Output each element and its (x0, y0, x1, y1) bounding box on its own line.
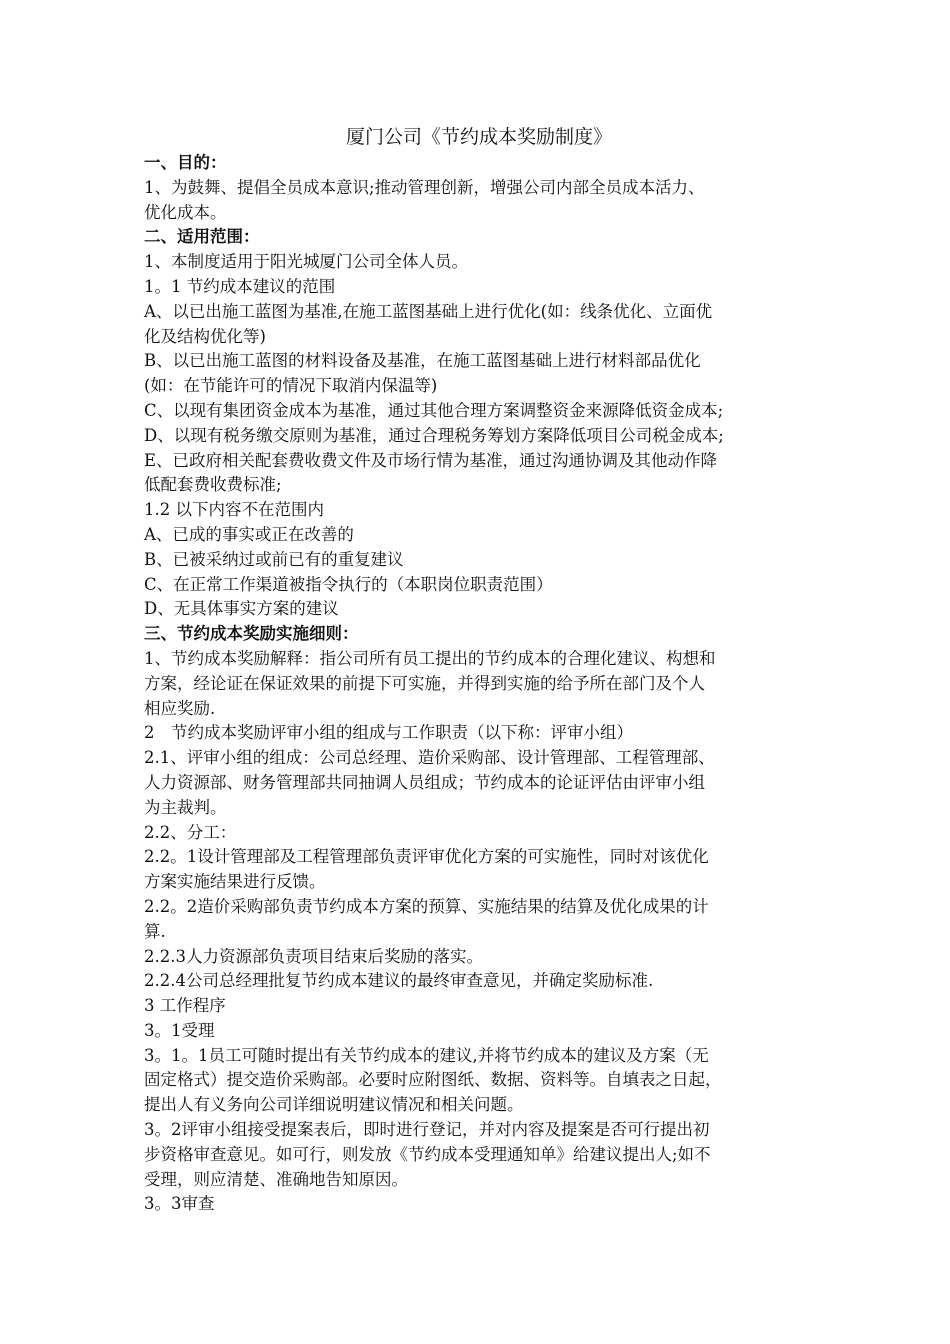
text-line: 算. (144, 921, 166, 941)
section-heading: 二、适用范围： (144, 227, 260, 247)
text-line: 低配套费收费标准; (144, 475, 282, 495)
text-line: 1。1 节约成本建议的范围 (144, 276, 336, 296)
text-line: 受理，则应清楚、准确地告知原因。 (144, 1169, 408, 1189)
document-body (144, 123, 814, 1217)
text-line: 2.2.4公司总经理批复节约成本建议的最终审查意见，并确定奖励标准. (144, 971, 654, 991)
section-heading: 一、目的： (144, 153, 227, 172)
document-lines (144, 151, 814, 1217)
text-line: 人力资源部、财务管理部共同抽调人员组成；节约成本的论证评估由评审小组 (144, 772, 705, 792)
text-line: D、以现有税务缴交原则为基准，通过合理税务筹划方案降低项目公司税金成本; (144, 425, 724, 445)
section-heading: 三、节约成本奖励实施细则： (144, 624, 359, 644)
text-line: D、无具体事实方案的建议 (144, 599, 339, 619)
text-line: 步资格审查意见。如可行，则发放《节约成本受理通知单》给建议提出人;如不 (144, 1144, 711, 1164)
text-line: 相应奖励. (144, 698, 216, 718)
text-line: 1、本制度适用于阳光城厦门公司全体人员。 (144, 252, 468, 272)
text-line: B、以已出施工蓝图的材料设备及基准，在施工蓝图基础上进行材料部品优化 (144, 351, 701, 371)
text-line: 化及结构优化等) (144, 326, 266, 346)
text-line: 优化成本。 (144, 202, 227, 222)
text-line: 3 工作程序 (144, 996, 226, 1016)
text-line: 3。2评审小组接受提案表后，即时进行登记，并对内容及提案是否可行提出初 (144, 1120, 710, 1140)
text-line: (如：在节能许可的情况下取消内保温等) (144, 376, 438, 396)
text-line: 2.2。1设计管理部及工程管理部负责评审优化方案的可实施性，同时对该优化 (144, 847, 709, 867)
text-line: 为主裁判。 (144, 797, 227, 817)
text-line: 2.1、评审小组的组成：公司总经理、造价采购部、设计管理部、工程管理部、 (144, 748, 715, 768)
text-line: 2.2.3人力资源部负责项目结束后奖励的落实。 (144, 946, 483, 966)
text-line: 提出人有义务向公司详细说明建议情况和相关问题。 (144, 1095, 524, 1115)
text-line: C、在正常工作渠道被指令执行的（本职岗位职责范围） (144, 574, 553, 594)
text-line: B、已被采纳过或前已有的重复建议 (144, 549, 404, 569)
text-line: 固定格式）提交造价采购部。必要时应附图纸、数据、资料等。自填表之日起， (144, 1070, 722, 1090)
text-line: C、以现有集团资金成本为基准，通过其他合理方案调整资金来源降低资金成本; (144, 400, 724, 420)
text-line: A、以已出施工蓝图为基准,在施工蓝图基础上进行优化(如：线条优化、立面优 (144, 301, 713, 321)
text-line: 方案实施结果进行反馈。 (144, 872, 326, 892)
text-line: 3。1。1员工可随时提出有关节约成本的建议,并将节约成本的建议及方案（无 (144, 1045, 709, 1065)
text-line: 1.2 以下内容不在范围内 (144, 500, 324, 520)
text-line: E、已政府相关配套费收费文件及市场行情为基准，通过沟通协调及其他动作降 (144, 450, 718, 470)
text-line: 3。1受理 (144, 1020, 215, 1040)
text-line: 2.2、分工： (144, 822, 237, 842)
text-line: 3。3审查 (144, 1194, 215, 1214)
document-title: 厦门公司《节约成本奖励制度》 (345, 126, 612, 148)
text-line: 1、为鼓舞、提倡全员成本意识;推动管理创新，增强公司内部全员成本活力、 (144, 177, 705, 197)
text-line: 1、节约成本奖励解释：指公司所有员工提出的节约成本的合理化建议、构想和 (144, 648, 716, 668)
text-line: 2.2。2造价采购部负责节约成本方案的预算、实施结果的结算及优化成果的计 (144, 896, 709, 916)
text-line: A、已成的事实或正在改善的 (144, 524, 354, 544)
text-line: 2 节约成本奖励评审小组的组成与工作职责（以下称：评审小组） (144, 723, 633, 743)
text-line: 方案，经论证在保证效果的前提下可实施，并得到实施的给予所在部门及个人 (144, 673, 705, 693)
